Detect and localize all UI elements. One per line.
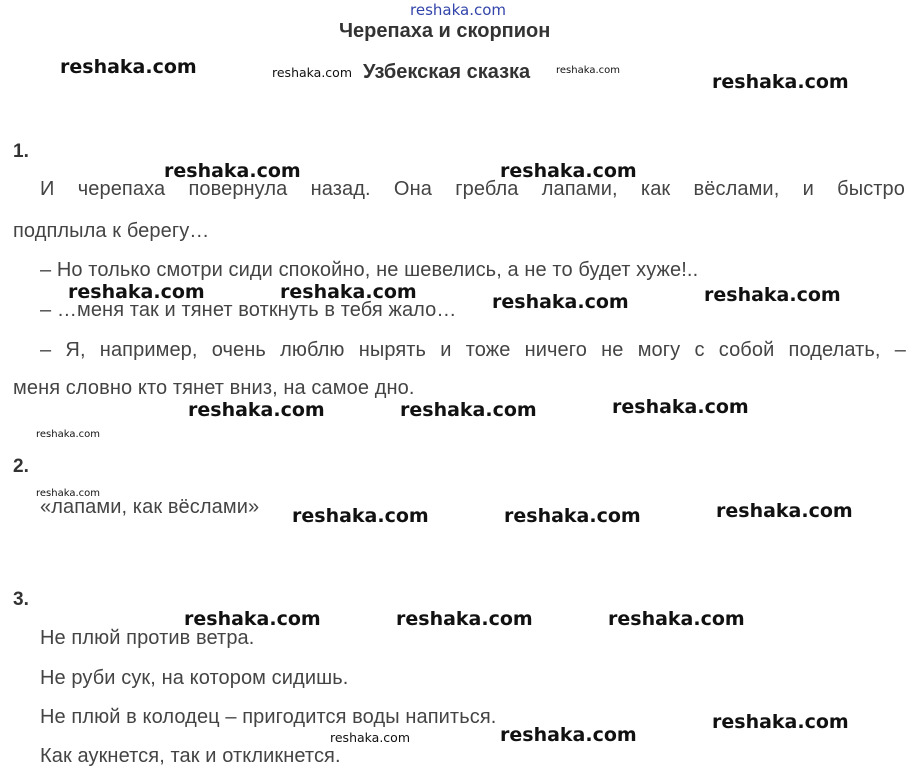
watermark: reshaka.com [36,488,100,499]
watermark: reshaka.com [330,730,410,745]
section1-line1: И черепаха повернула назад. Она гребла лапами, как вёслами, и быстро [40,178,905,200]
section-number-3: 3. [13,589,29,610]
watermark: reshaka.com [500,724,637,746]
section3-line1: Не плюй против ветра. [40,627,255,649]
watermark: reshaka.com [60,56,197,78]
page-subtitle: Узбекская сказка [363,61,531,83]
section1-line5: – Я, например, очень люблю нырять и тоже ничего не могу с собой поделать, – [40,339,906,361]
watermark: reshaka.com [292,505,429,527]
watermark: reshaka.com [400,399,537,421]
section3-line4: Как аукнется, так и откликнется. [40,745,341,767]
page-title: Черепаха и скорпион [339,20,551,42]
watermark: reshaka.com [716,500,853,522]
watermark: reshaka.com [712,711,849,733]
watermark: reshaka.com [612,396,749,418]
watermark: reshaka.com [556,65,620,76]
watermark: reshaka.com [272,65,352,80]
watermark: reshaka.com [712,71,849,93]
watermark: reshaka.com [504,505,641,527]
watermark: reshaka.com [704,284,841,306]
watermark: reshaka.com [492,291,629,313]
watermark: reshaka.com [188,399,325,421]
watermark: reshaka.com [68,281,205,303]
section1-line6: меня словно кто тянет вниз, на самое дно. [13,377,415,399]
section-number-1: 1. [13,141,29,162]
section2-line1: «лапами, как вёслами» [40,496,260,518]
watermark: reshaka.com [36,429,100,440]
watermark: reshaka.com [608,608,745,630]
watermark: reshaka.com [500,160,637,182]
watermark: reshaka.com [280,281,417,303]
section-number-2: 2. [13,456,29,477]
section1-line2: подплыла к берегу… [13,220,210,242]
watermark: reshaka.com [184,608,321,630]
section3-line2: Не руби сук, на котором сидишь. [40,667,349,689]
top-watermark: reshaka.com [410,1,506,19]
section3-line3: Не плюй в колодец – пригодится воды напиться. [40,706,497,728]
section1-line3: – Но только смотри сиди спокойно, не шевелись, а не то будет хуже!.. [40,259,699,281]
watermark: reshaka.com [396,608,533,630]
section1-line4: – …меня так и тянет воткнуть в тебя жало… [40,299,457,321]
watermark: reshaka.com [164,160,301,182]
